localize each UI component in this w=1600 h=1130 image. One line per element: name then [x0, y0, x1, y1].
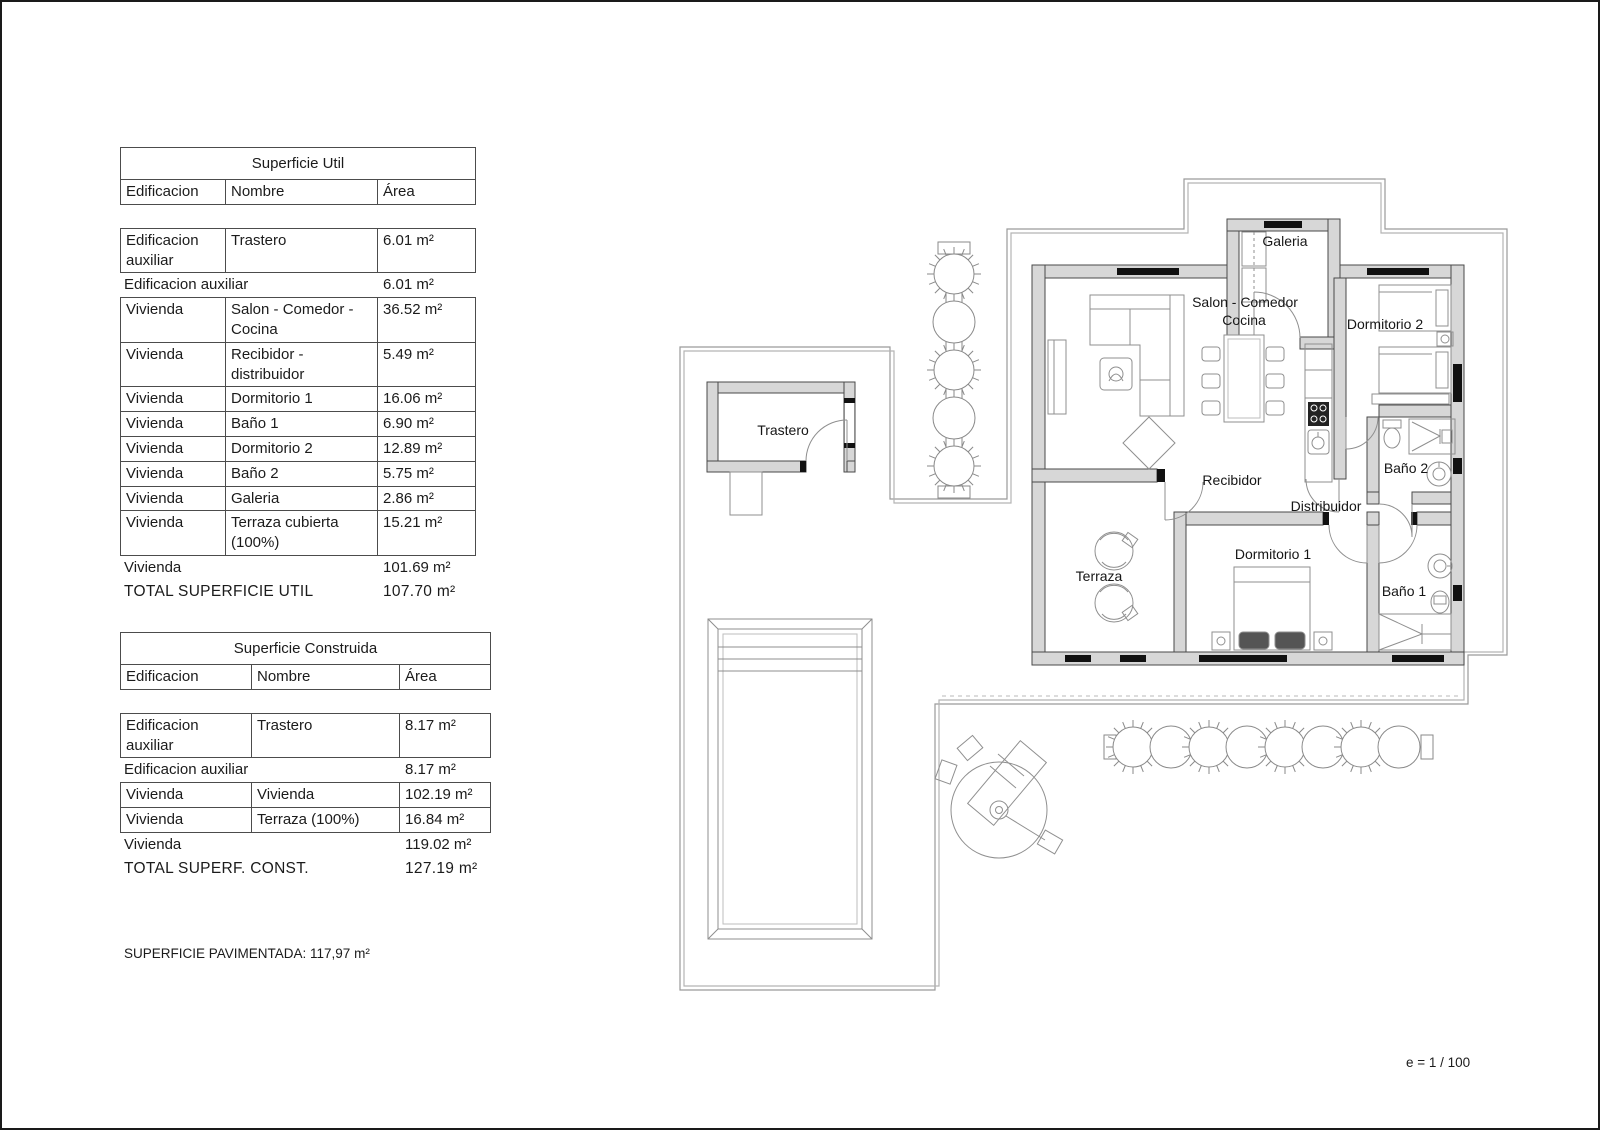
dormitorio2-furniture	[1372, 285, 1453, 404]
table-cell: Vivienda	[126, 489, 184, 507]
summary-value: 119.02 m²	[405, 835, 472, 853]
table-cell: Edificacion auxiliar	[126, 231, 199, 269]
summary-value: 6.01 m²	[383, 276, 434, 294]
table-row	[121, 411, 475, 436]
window-icon	[1117, 268, 1179, 275]
tree-icon	[927, 343, 981, 397]
bano2-door	[1379, 504, 1412, 537]
stove-icon	[1308, 402, 1329, 426]
column-header: Área	[399, 665, 490, 689]
utility-pad	[730, 472, 762, 515]
total-label: TOTAL SUPERF. CONST.	[124, 859, 309, 877]
kitchen-counter	[1305, 344, 1332, 482]
table-group	[120, 782, 491, 833]
table-cell: 2.86 m²	[377, 487, 475, 511]
room-label-trastero: Trastero	[757, 422, 809, 438]
room-label-bano1: Baño 1	[1381, 583, 1427, 599]
wicker-chair	[1095, 584, 1138, 622]
superficie-construida-table	[120, 632, 491, 881]
table-cell: 15.21 m²	[377, 511, 475, 555]
window-icon	[1392, 655, 1444, 662]
sink-icon	[1428, 554, 1452, 578]
table-header	[120, 147, 476, 205]
room-label-galeria: Galeria	[1262, 233, 1308, 249]
tree-icon	[927, 439, 981, 493]
superficie-util-table	[120, 147, 476, 604]
sink-icon	[1427, 462, 1451, 486]
table-row	[121, 783, 490, 807]
table-row	[121, 510, 475, 555]
table-cell: Edificacion auxiliar	[126, 716, 199, 754]
hedge-row-south	[1104, 720, 1433, 774]
room-label-bano2: Baño 2	[1383, 460, 1429, 476]
table-cell: Vivienda	[126, 415, 184, 433]
table-cell: 5.75 m²	[377, 462, 475, 486]
scale-note: e = 1 / 100	[1406, 1055, 1471, 1070]
table-cell: 16.06 m²	[377, 387, 475, 411]
summary-row	[120, 556, 476, 580]
window-icon	[1264, 221, 1302, 228]
column-header: Edificacion	[126, 183, 199, 200]
table-cell: Dormitorio 1	[225, 387, 377, 411]
table-cell: Dormitorio 2	[225, 437, 377, 461]
table-cell: Vivienda	[126, 514, 184, 532]
column-header: Nombre	[251, 665, 399, 689]
table-cell: 8.17 m²	[399, 714, 490, 758]
table-cell: Vivienda	[126, 390, 184, 408]
table-cell: Trastero	[225, 229, 377, 273]
table-row	[121, 807, 490, 832]
summary-row	[120, 758, 491, 782]
bush-icon	[933, 397, 975, 439]
summary-row	[120, 833, 491, 857]
door-swing-arc	[806, 420, 847, 461]
table-cell: 16.84 m²	[399, 808, 490, 832]
table-cell: Baño 1	[225, 412, 377, 436]
room-label-terraza: Terraza	[1075, 568, 1123, 584]
summary-label: Vivienda	[124, 558, 182, 576]
total-label: TOTAL SUPERFICIE UTIL	[124, 582, 314, 600]
table-title: Superficie Construida	[121, 633, 490, 665]
table-cell: Vivienda	[126, 464, 184, 482]
summary-label: Edificacion auxiliar	[124, 761, 249, 779]
table-cell: Terraza (100%)	[251, 808, 399, 832]
table-cell: Trastero	[251, 714, 399, 758]
total-row	[120, 857, 491, 881]
pillow	[1275, 632, 1305, 649]
dormitorio1-furniture	[1212, 567, 1332, 650]
pavement-note: SUPERFICIE PAVIMENTADA: 117,97 m²	[124, 946, 370, 961]
summary-row	[120, 273, 476, 297]
table-cell: Vivienda	[126, 301, 184, 319]
table-row	[121, 714, 490, 758]
bush-icon	[1378, 726, 1420, 768]
table-row	[121, 386, 475, 411]
bathtub-icon	[1379, 614, 1451, 650]
summary-value: 101.69 m²	[383, 558, 451, 576]
swimming-pool	[708, 619, 872, 939]
table-cell: Recibidor - distribuidor	[225, 343, 377, 387]
window-icon	[1453, 585, 1462, 601]
table-row	[121, 298, 475, 342]
table-cell: 6.90 m²	[377, 412, 475, 436]
tree-icon	[927, 247, 981, 301]
total-value: 127.19 m²	[405, 859, 478, 877]
table-header-row	[121, 180, 475, 204]
total-value: 107.70 m²	[383, 582, 456, 600]
room-label-dormitorio2: Dormitorio 2	[1346, 316, 1424, 332]
table-header	[120, 632, 491, 690]
corner-sofa	[1090, 295, 1184, 416]
kitchen-sink-icon	[1308, 430, 1329, 454]
table-cell: Vivienda	[126, 345, 184, 363]
table-cell: Vivienda	[126, 439, 184, 457]
nightstand	[1212, 632, 1230, 650]
window-icon	[1199, 655, 1287, 662]
parasol-table	[935, 735, 1063, 858]
window-icon	[1453, 364, 1462, 402]
wicker-chair	[1095, 532, 1138, 570]
table-group	[120, 297, 476, 556]
room-label-recibidor: Recibidor	[1202, 472, 1262, 488]
table-cell: 36.52 m²	[377, 298, 475, 342]
table-cell: 6.01 m²	[377, 229, 475, 273]
trastero-building	[707, 382, 855, 515]
bush-icon	[933, 301, 975, 343]
table-cell: 12.89 m²	[377, 437, 475, 461]
window-icon	[1120, 655, 1146, 662]
table-cell: Vivienda	[126, 810, 184, 828]
column-header: Edificacion	[126, 668, 199, 685]
tv-unit	[1048, 340, 1066, 414]
table-cell: 102.19 m²	[399, 783, 490, 807]
table-cell: 5.49 m²	[377, 343, 475, 387]
shower-icon	[1409, 419, 1455, 454]
window-icon	[1367, 268, 1429, 275]
toilet-icon	[1431, 591, 1449, 613]
galeria-wall	[1227, 219, 1239, 349]
summary-value: 8.17 m²	[405, 761, 456, 779]
column-header: Área	[377, 180, 475, 204]
sun-lounger	[968, 741, 1047, 826]
room-label-dormitorio1: Dormitorio 1	[1234, 546, 1312, 562]
table-row	[121, 436, 475, 461]
kitchen-wall	[1334, 278, 1346, 479]
dormitorio1-door	[1329, 525, 1367, 563]
side-table	[1123, 417, 1175, 469]
plant-table	[1100, 358, 1132, 390]
table-header-row	[121, 665, 490, 689]
table-cell: Terraza cubierta (100%)	[225, 511, 377, 555]
table-cell: Vivienda	[126, 786, 184, 804]
table-row	[121, 486, 475, 511]
dining-set	[1202, 335, 1284, 422]
summary-label: Vivienda	[124, 835, 182, 853]
table-group	[120, 228, 476, 274]
table-title: Superficie Util	[121, 148, 475, 180]
table-cell: Salon - Comedor - Cocina	[225, 298, 377, 342]
column-header: Nombre	[225, 180, 377, 204]
hedge-row-west	[927, 242, 981, 498]
terraza-wall	[1032, 469, 1157, 482]
window-icon	[1453, 458, 1462, 474]
pillow	[1239, 632, 1269, 649]
window-icon	[1065, 655, 1091, 662]
table-cell: Galeria	[225, 487, 377, 511]
room-label-salon-comedor: Salon - Comedor	[1192, 294, 1298, 310]
table-row	[121, 461, 475, 486]
table-cell: Baño 2	[225, 462, 377, 486]
toilet-icon	[1383, 420, 1401, 448]
pool-steps	[718, 647, 862, 671]
total-row	[120, 580, 476, 604]
summary-label: Edificacion auxiliar	[124, 276, 249, 294]
nightstand	[1314, 632, 1332, 650]
table-cell: Vivienda	[251, 783, 399, 807]
salon-furniture	[1048, 295, 1184, 469]
room-label-distribuidor: Distribuidor	[1290, 498, 1362, 514]
bano1-fixtures	[1379, 554, 1452, 650]
room-label-cocina: Cocina	[1222, 312, 1266, 328]
table-row	[121, 342, 475, 387]
closet	[1372, 394, 1449, 404]
table-group	[120, 713, 491, 759]
table-row	[121, 229, 475, 273]
